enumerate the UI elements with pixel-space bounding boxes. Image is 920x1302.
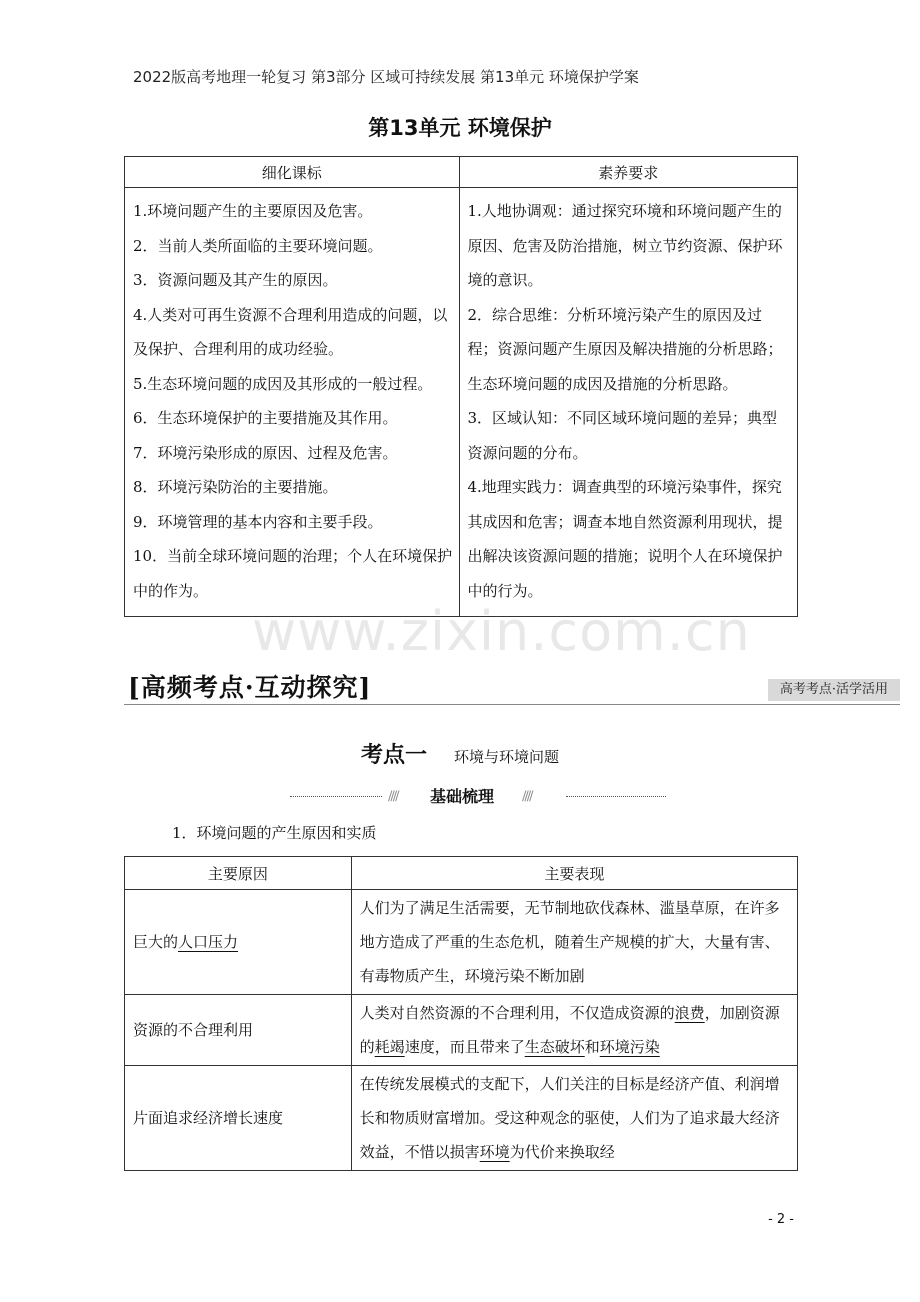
answer-blank: 耗竭 — [374, 1038, 405, 1056]
requirements-cell — [459, 188, 798, 617]
list-item: 1.人地协调观：通过探究环境和环境问题产生的原因、危害及防治措施，树立节约资源、保护环境的意识。 — [467, 202, 783, 289]
stripes-icon: //// — [388, 789, 398, 804]
description-cell — [351, 995, 797, 1066]
section-title: [高频考点·互动探究] — [128, 673, 372, 702]
item-heading: 1．环境问题的产生原因和实质 — [172, 824, 377, 842]
section-banner — [124, 668, 900, 705]
table-header-row — [125, 157, 798, 188]
answer-blank: 人口压力 — [178, 933, 239, 951]
answer-blank: 浪费 — [674, 1004, 705, 1022]
table-row — [125, 890, 798, 995]
sub-section-label: 基础梳理 — [430, 787, 495, 806]
point-title — [0, 738, 920, 769]
answer-blank: 生态破坏 — [524, 1038, 585, 1056]
point-name: 环境与环境问题 — [454, 748, 560, 766]
sub-section-banner — [290, 784, 666, 808]
description-text: ，加剧资源的 — [359, 1004, 780, 1056]
list-item: 3．区域认知：不同区域环境问题的差异；典型资源问题的分布。 — [467, 409, 778, 462]
list-item: 4.地理实践力：调查典型的环境污染事件，探究其成因和危害；调查本地自然资源利用现状，提出解决该资源问题的措施；说明个人在环境保护中的行为。 — [467, 478, 783, 600]
column-header: 主要表现 — [351, 857, 797, 890]
causes-table — [124, 856, 798, 1171]
answer-blank: 环境污染 — [599, 1038, 660, 1056]
table-row — [125, 188, 798, 617]
list-item: 6．生态环境保护的主要措施及其作用。 — [133, 409, 398, 427]
table-row — [125, 1066, 798, 1171]
stripes-icon: //// — [522, 789, 532, 804]
table-header-row — [125, 857, 798, 890]
description-text: 为代价来换取经 — [509, 1143, 615, 1161]
curriculum-table — [124, 156, 798, 617]
column-header: 细化课标 — [125, 157, 460, 188]
divider — [290, 796, 382, 797]
unit-title: 第13单元 环境保护 — [368, 116, 552, 140]
watermark: www.zixin.com.cn — [252, 600, 751, 663]
list-item: 3．资源问题及其产生的原因。 — [133, 271, 338, 289]
list-item: 1.环境问题产生的主要原因及危害。 — [133, 202, 373, 220]
list-item: 10．当前全球环境问题的治理；个人在环境保护中的作为。 — [133, 547, 453, 600]
description-text: 人类对自然资源的不合理利用，不仅造成资源的 — [359, 1004, 675, 1022]
section-tag: 高考考点·活学活用 — [768, 679, 900, 701]
list-item: 4.人类对可再生资源不合理利用造成的问题，以及保护、合理利用的成功经验。 — [133, 305, 448, 358]
description-cell — [351, 1066, 797, 1171]
cause-cell: 片面追求经济增长速度 — [125, 1066, 352, 1171]
description-text: 和 — [584, 1038, 600, 1056]
description-text: 在传统发展模式的支配下，人们关注的目标是经济产值、利润增长和物质财富增加。受这种观念的驱使，人们为了追求最大经济效益，不惜以损害 — [359, 1075, 780, 1161]
cause-cell: 资源的不合理利用 — [125, 995, 352, 1066]
column-header: 素养要求 — [459, 157, 798, 188]
answer-blank: 环境 — [479, 1143, 510, 1161]
list-item: 2．综合思维：分析环境污染产生的原因及过程；资源问题产生原因及解决措施的分析思路；生态环境问题的成因及措施的分析思路。 — [467, 305, 783, 393]
running-header: 2022版高考地理一轮复习 第3部分 区域可持续发展 第13单元 环境保护学案 — [133, 68, 639, 86]
divider — [566, 796, 666, 797]
column-header: 主要原因 — [125, 857, 352, 890]
standards-cell — [125, 188, 460, 617]
cause-text: 巨大的 — [133, 933, 179, 951]
description-text: 人们为了满足生活需要，无节制地砍伐森林、滥垦草原，在许多地方造成了严重的生态危机，随着生产规模的扩大，大量有害、有毒物质产生，环境污染不断加剧 — [359, 899, 780, 985]
point-label: 考点一 — [360, 743, 427, 768]
list-item: 5.生态环境问题的成因及其形成的一般过程。 — [133, 374, 433, 393]
list-item: 2．当前人类所面临的主要环境问题。 — [133, 236, 383, 255]
description-cell — [351, 890, 797, 995]
list-item: 9．环境管理的基本内容和主要手段。 — [133, 512, 383, 531]
list-item: 8．环境污染防治的主要措施。 — [133, 478, 338, 496]
cause-cell — [125, 890, 352, 995]
page-number: - 2 - — [768, 1212, 794, 1227]
list-item: 7．环境污染形成的原因、过程及危害。 — [133, 443, 398, 462]
table-row — [125, 995, 798, 1066]
description-text: 速度，而且带来了 — [404, 1038, 525, 1056]
